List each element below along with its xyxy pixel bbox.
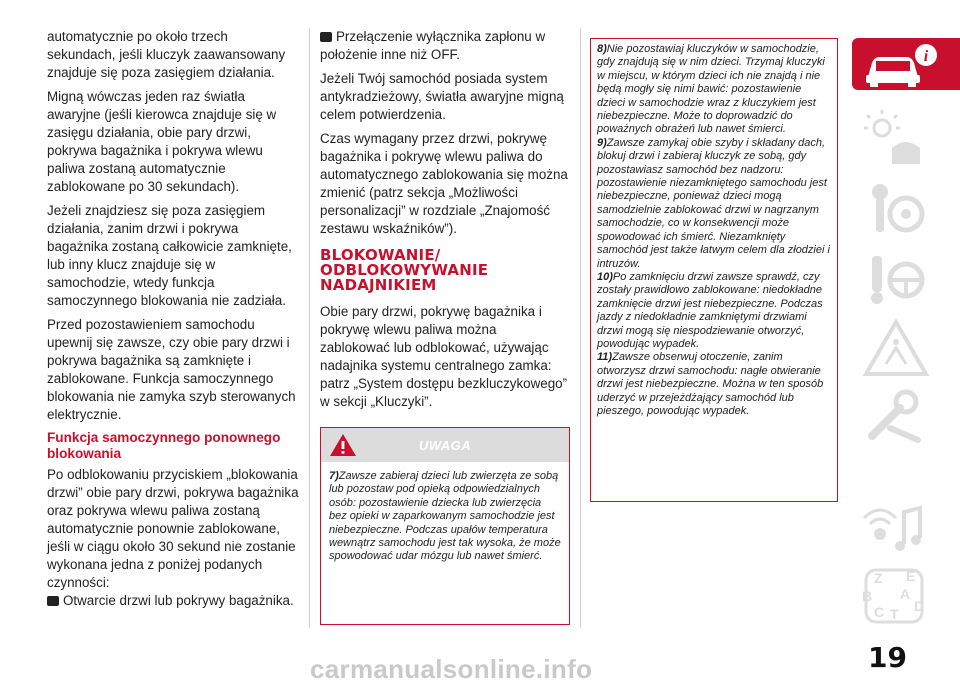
note-number: 10) bbox=[597, 270, 613, 283]
watermark: carmanualsonline.info bbox=[310, 654, 593, 684]
heading-line: ODBLOKOWYWANIE bbox=[320, 261, 489, 279]
section-heading bbox=[320, 248, 568, 293]
index-letter: C bbox=[874, 604, 885, 620]
section-title: Funkcja samoczynnego ponownego blokowania bbox=[47, 430, 281, 461]
paragraph: automatycznie po około trzech sekundach, jeśli kluczyk zaawansowany znajduje się poza zasięgiem działania. bbox=[47, 29, 286, 80]
media-connectivity-icon[interactable] bbox=[860, 498, 930, 558]
note-text: Zawsze obserwuj otoczenie, zanim otworzysz drzwi samochodu: nagłe otwieranie drzwi jest niebezpieczne. Można w ten sposób uderzyć w przejeżdżający samochód lub pieszego, powodując wypadek. bbox=[597, 351, 824, 417]
service-tools-icon[interactable] bbox=[860, 388, 930, 448]
paragraph: Obie pary drzwi, pokrywę bagażnika i pokrywę wlewu paliwa można zablokować lub odblokować, używając nadajnika systemu centralnego zamka: patrz „System dostępu bezkluczykowego” w sekcji „Kluczyki”. bbox=[320, 304, 568, 409]
notes-text bbox=[591, 39, 837, 418]
note-item bbox=[597, 43, 831, 137]
note-item bbox=[597, 271, 831, 351]
bullet-icon bbox=[47, 596, 59, 606]
airbag-child-icon[interactable] bbox=[860, 248, 930, 308]
heading-line: BLOKOWANIE/ bbox=[320, 246, 441, 264]
index-letter: D bbox=[914, 598, 925, 614]
notes-box bbox=[590, 38, 838, 502]
note-number: 8) bbox=[597, 43, 607, 55]
bullet-text: Otwarcie drzwi lub pokrywy bagażnika. bbox=[63, 593, 294, 608]
note-item bbox=[597, 137, 831, 271]
index-letter: E bbox=[906, 568, 916, 584]
index-letter: Z bbox=[874, 570, 883, 586]
note-number: 7) bbox=[329, 470, 339, 482]
paragraph: Po odblokowaniu przyciskiem „blokowania drzwi” obie pary drzwi, pokrywa bagażnika oraz pokrywa wlewu paliwa zostaną automatycznie ponownie zablokowane, jeśli w ciągu około 30 sekund nie zostanie wykonana jedna z poniżej podanych czynności: bbox=[47, 467, 299, 590]
paragraph: Jeżeli Twój samochód posiada system antykradzieżowy, światła awaryjne migną celem potwierdzenia. bbox=[320, 71, 564, 122]
bullet-icon bbox=[320, 32, 332, 42]
index-letter: T bbox=[890, 606, 899, 622]
column-divider bbox=[309, 28, 310, 628]
text-column-left bbox=[47, 28, 299, 616]
bullet-text: Przełączenie wyłącznika zapłonu w położenie inne niż OFF. bbox=[320, 29, 546, 62]
warning-text bbox=[321, 462, 569, 564]
note-item bbox=[597, 351, 831, 418]
svg-text:i: i bbox=[923, 48, 929, 65]
note-number: 11) bbox=[597, 351, 613, 364]
warning-header bbox=[321, 428, 569, 462]
note-text: Zawsze zamykaj obie szyby i składany dach, blokuj drzwi i zabieraj kluczyk ze sobą, gdy pozostawiasz samochód bez nadzoru: pozostawienie niezamkniętego samochodu jest niebezpieczne, ponieważ dzieci mogą samodzielnie zablokować drzwi w nagrzanym samochodzie, co w konsekwencji może spowodować ich śmierć. Niezamknięty samochód jest także łatwym celem dla złodziei i intruzów. bbox=[597, 136, 830, 270]
page-number: 19 bbox=[868, 641, 907, 674]
index-letters-icon[interactable] bbox=[860, 566, 930, 626]
note-text: Po zamknięciu drzwi zawsze sprawdź, czy zostały prawidłowo zablokowane: niedokładne zamknięcie drzwi jest niebezpieczne. Podczas jazdy z niedokładnie zamkniętymi drzwiami drzwi mogą się niespodziewanie otworzyć, powodując wypadek. bbox=[597, 270, 823, 350]
paragraph: Przed pozostawieniem samochodu upewnij się zawsze, czy obie pary drzwi i pokrywa bagażnika są zamknięte i zablokowane. Funkcja samoczynnego blokowania nie zamyka szyb sterowanych elektrycznie. bbox=[47, 317, 296, 422]
column-divider bbox=[580, 28, 581, 628]
paragraph: Jeżeli znajdziesz się poza zasięgiem działania, zanim drzwi i pokrywa bagażnika zostaną całkowicie zamknięte, lub inny klucz znajduje się w samochodzie, wtedy funkcja samoczynnego blokowania nie zadziała. bbox=[47, 203, 292, 308]
paragraph: Czas wymagany przez drzwi, pokrywę bagażnika i pokrywę wlewu paliwa do automatycznego zablokowania się można zmienić (patrz sekcja „Możliwości personalizacji” w rozdziale „Znajomość zestawu wskaźników”). bbox=[320, 131, 568, 236]
warning-box bbox=[320, 427, 570, 625]
note-text: Zawsze zabieraj dzieci lub zwierzęta ze sobą lub pozostaw pod opieką odpowiedzialnych osób: pozostawienie dziecka lub zwierzęcia bez opieki w zaparkowanym samochodzie jest niebezpieczne. Podczas upałów temperatura wewnątrz samochodu jest tak wysoka, że może spowodować udar mózgu lub nawet śmierć. bbox=[329, 470, 561, 563]
text-column-middle bbox=[320, 28, 568, 417]
warning-title: UWAGA bbox=[418, 438, 472, 453]
note-number: 9) bbox=[597, 136, 607, 149]
bullet-item bbox=[320, 28, 568, 64]
paragraph: Migną wówczas jeden raz światła awaryjne (jeśli kierowca znajduje się w zasięgu działania, obie pary drzwi, pokrywa bagażnika i pokrywa wlewu paliwa zostaną automatycznie zablokowane po 30 sekundach). bbox=[47, 89, 277, 194]
note-text: Nie pozostawiaj kluczyków w samochodzie, gdy znajdują się w nim dzieci. Trzymaj kluczyki w miejscu, w którym dzieci ich nie znajdą i nie będą mogły się nimi bawić: pozostawienie dzieci w samochodzie wraz z kluczykiem jest niebezpieczne. Może to doprowadzić do poważnych obrażeń lub nawet śmierci. bbox=[597, 43, 825, 136]
index-letter: A bbox=[900, 586, 911, 602]
lights-dashboard-icon[interactable] bbox=[860, 108, 930, 168]
car-info-icon bbox=[862, 41, 942, 89]
warning-road-icon[interactable] bbox=[860, 318, 930, 378]
bullet-item bbox=[47, 592, 299, 610]
wrench-steering-icon[interactable] bbox=[860, 178, 930, 238]
chapter-tab-active[interactable] bbox=[852, 38, 960, 90]
heading-line: NADAJNIKIEM bbox=[320, 276, 437, 294]
index-letter: B bbox=[862, 588, 873, 604]
